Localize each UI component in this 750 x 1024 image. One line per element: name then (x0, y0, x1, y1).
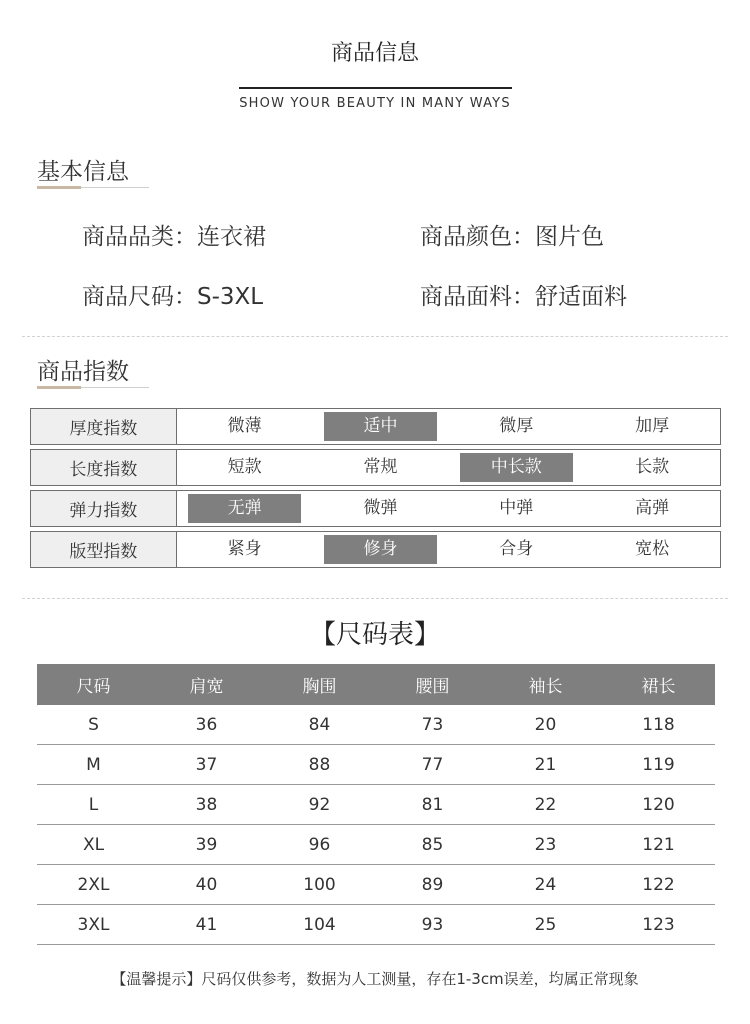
product-index-table (30, 408, 721, 572)
table-cell: 3XL (77, 914, 110, 935)
section-title-basic-info: 基本信息 (37, 159, 129, 185)
table-cell: 121 (642, 834, 675, 855)
index-option: 长款 (635, 457, 670, 477)
index-option-selected: 修身 (313, 532, 449, 567)
info-value: 图片色 (535, 224, 604, 250)
index-option: 中弹 (499, 498, 534, 518)
index-label: 长度指数 (31, 450, 177, 485)
table-cell: 100 (303, 874, 336, 895)
index-option-selected: 适中 (313, 409, 449, 444)
index-option: 常规 (363, 457, 398, 477)
section-title-product-index: 商品指数 (37, 359, 129, 385)
table-cell: 88 (308, 754, 331, 775)
table-cell: 39 (195, 834, 218, 855)
column-header: 腰围 (415, 677, 450, 697)
dashed-divider (22, 598, 728, 599)
dashed-divider (22, 336, 728, 337)
table-cell: 118 (642, 714, 675, 735)
index-option-selected: 无弹 (177, 491, 313, 526)
index-label: 弹力指数 (31, 491, 177, 526)
table-cell: 40 (195, 874, 218, 895)
info-label: 商品尺码： (82, 284, 197, 310)
table-cell: 93 (421, 914, 444, 935)
info-label: 商品面料： (420, 284, 535, 310)
info-value: 连衣裙 (197, 224, 266, 250)
table-cell: 22 (534, 794, 557, 815)
table-row (37, 705, 715, 745)
table-cell: 77 (421, 754, 444, 775)
table-row (37, 865, 715, 905)
table-cell: 25 (534, 914, 557, 935)
info-color (420, 218, 604, 251)
index-option: 紧身 (227, 539, 262, 559)
size-chart-table (37, 664, 715, 945)
table-cell: 84 (308, 714, 331, 735)
column-header: 肩宽 (189, 677, 224, 697)
table-cell: 123 (642, 914, 675, 935)
index-option: 宽松 (635, 539, 670, 559)
info-label: 商品品类： (82, 224, 197, 250)
table-cell: 36 (195, 714, 218, 735)
index-option: 高弹 (635, 498, 670, 518)
index-option: 微薄 (227, 416, 262, 436)
info-value: S-3XL (197, 284, 264, 310)
info-label: 商品颜色： (420, 224, 535, 250)
column-header: 裙长 (641, 677, 676, 697)
table-cell: 73 (421, 714, 444, 735)
table-cell: S (88, 714, 99, 735)
size-tip-note: 【温馨提示】尺码仅供参考，数据为人工测量，存在1-3cm误差，均属正常现象 (111, 970, 639, 988)
info-size (82, 278, 263, 311)
info-value: 舒适面料 (535, 284, 627, 310)
index-row-fit (30, 531, 721, 568)
section-accent-bar (37, 386, 81, 389)
index-option: 加厚 (635, 416, 670, 436)
table-cell: 120 (642, 794, 675, 815)
table-cell: 38 (195, 794, 218, 815)
info-fabric (420, 278, 627, 311)
column-header: 尺码 (76, 677, 111, 697)
table-cell: 85 (421, 834, 444, 855)
table-cell: 92 (308, 794, 331, 815)
index-row-length (30, 449, 721, 486)
page-subtitle: SHOW YOUR BEAUTY IN MANY WAYS (239, 96, 511, 111)
index-option: 合身 (499, 539, 534, 559)
column-header: 袖长 (528, 677, 563, 697)
index-option: 微弹 (363, 498, 398, 518)
table-cell: 23 (534, 834, 557, 855)
index-row-thickness (30, 408, 721, 445)
table-row (37, 905, 715, 945)
table-cell: 24 (534, 874, 557, 895)
table-cell: 21 (534, 754, 557, 775)
size-chart-title: 【尺码表】 (309, 620, 440, 650)
page-title: 商品信息 (330, 41, 419, 66)
table-cell: 20 (534, 714, 557, 735)
column-header: 胸围 (302, 677, 337, 697)
table-cell: 119 (642, 754, 675, 775)
table-cell: 2XL (77, 874, 110, 895)
index-option-selected: 中长款 (448, 450, 584, 485)
index-row-elasticity (30, 490, 721, 527)
index-option: 微厚 (499, 416, 534, 436)
table-cell: M (86, 754, 101, 775)
section-accent-bar (37, 186, 81, 189)
table-row (37, 785, 715, 825)
table-cell: XL (82, 834, 105, 855)
table-cell: 81 (421, 794, 444, 815)
table-cell: 104 (303, 914, 336, 935)
table-cell: 122 (642, 874, 675, 895)
table-cell: L (88, 794, 99, 815)
table-cell: 96 (308, 834, 331, 855)
size-chart-header (37, 664, 715, 705)
index-label: 版型指数 (31, 532, 177, 567)
table-row (37, 745, 715, 785)
index-label: 厚度指数 (31, 409, 177, 444)
table-cell: 89 (421, 874, 444, 895)
title-divider (239, 87, 512, 89)
table-cell: 37 (195, 754, 218, 775)
index-option: 短款 (227, 457, 262, 477)
info-category (82, 218, 266, 251)
table-row (37, 825, 715, 865)
table-cell: 41 (195, 914, 218, 935)
